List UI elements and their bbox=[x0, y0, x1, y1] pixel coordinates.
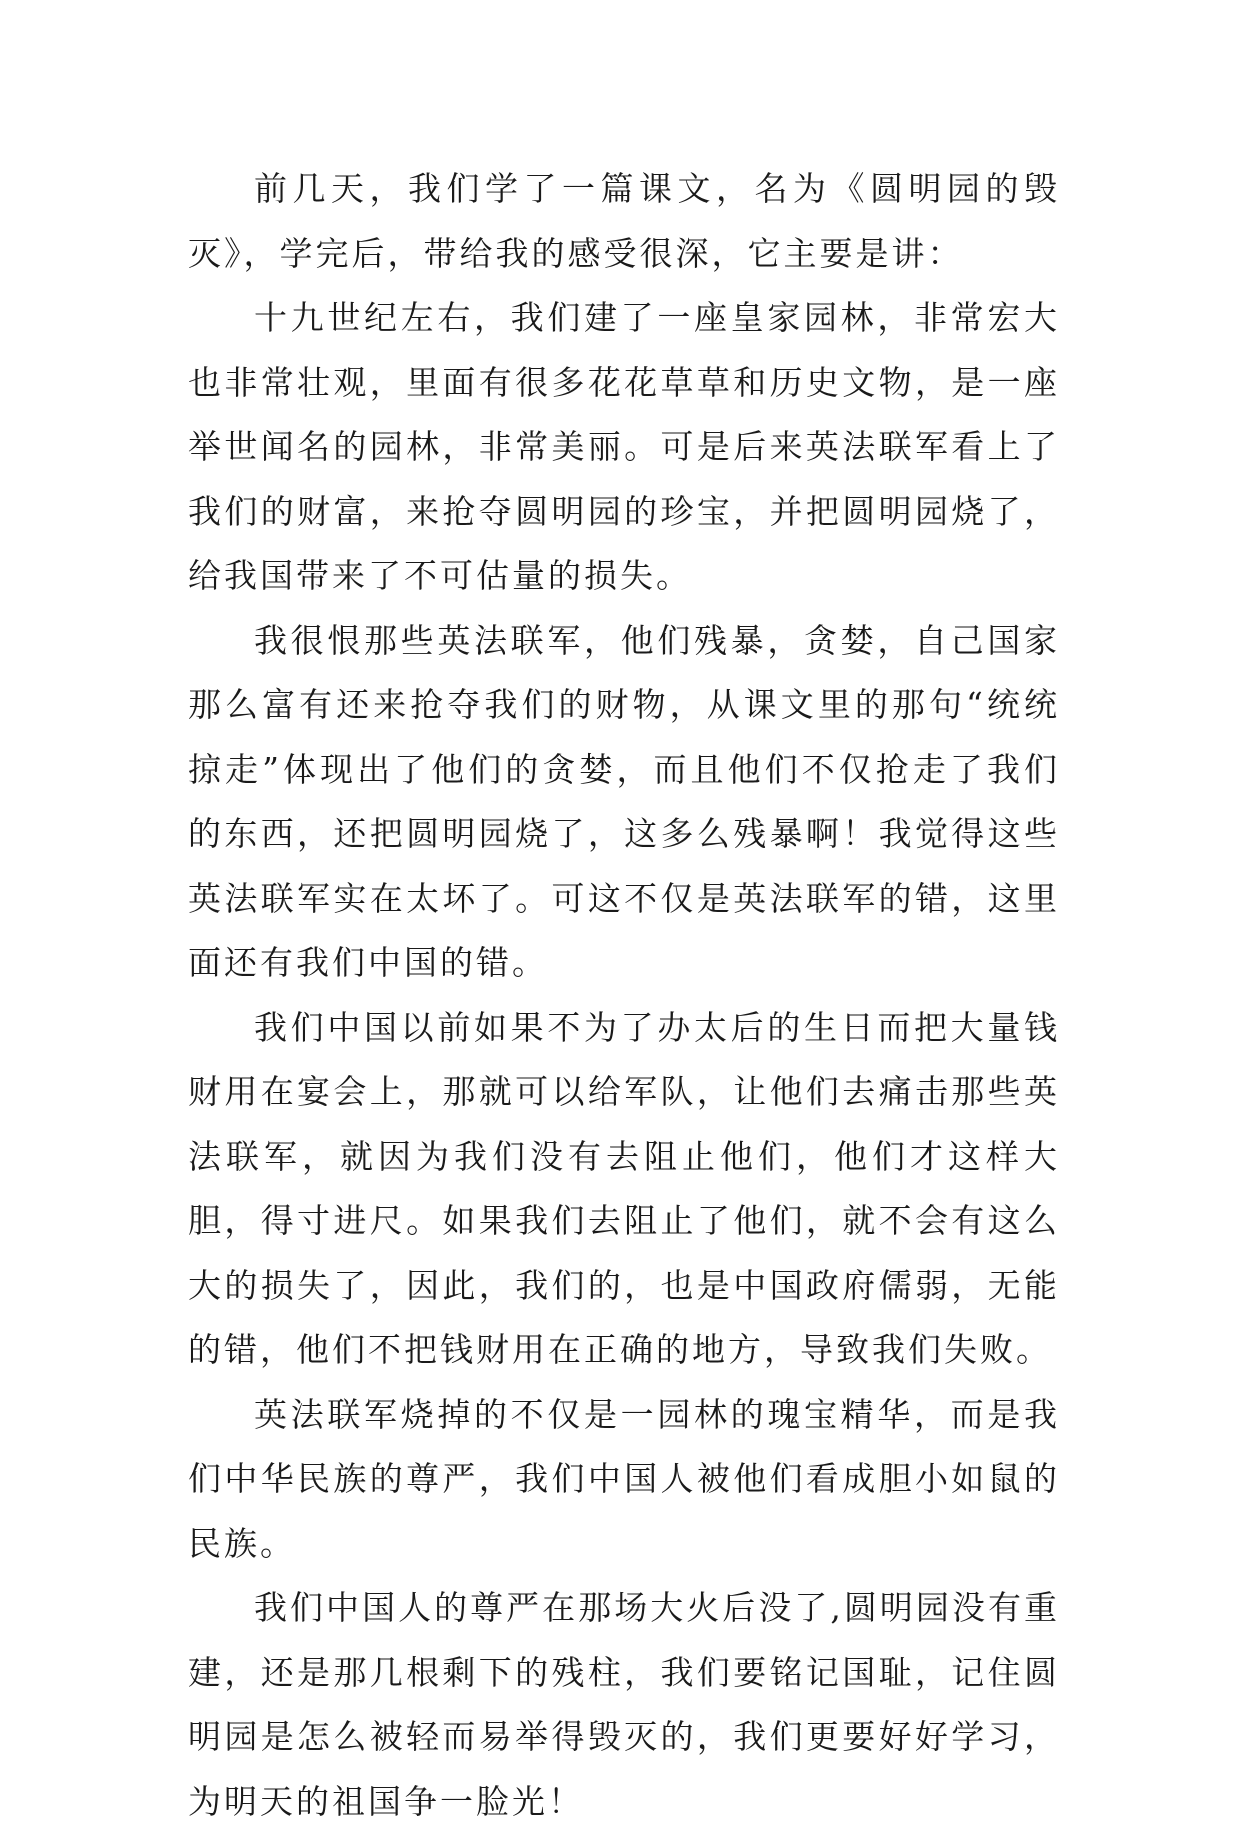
paragraph-6: 我们中国人的尊严在那场大火后没了,圆明园没有重建，还是那几根剩下的残柱，我们要铭记国耻，记住圆明园是怎么被轻而易举得毁灭的，我们更要好好学习，为明天的祖国争一脸光！ bbox=[188, 1588, 1060, 1821]
paragraph-5: 英法联军烧掉的不仅是一园林的瑰宝精华，而是我们中华民族的尊严，我们中国人被他们看成胆小如鼠的民族。 bbox=[188, 1394, 1060, 1563]
paragraph-2: 十九世纪左右，我们建了一座皇家园林，非常宏大也非常壮观，里面有很多花花草草和历史文物，是一座举世闻名的园林，非常美丽。可是后来英法联军看上了我们的财富，来抢夺圆明园的珍宝，并把圆明园烧了，给我国带来了不可估量的损失。 bbox=[188, 298, 1060, 595]
paragraph-4: 我们中国以前如果不为了办太后的生日而把大量钱财用在宴会上，那就可以给军队，让他们去痛击那些英法联军，就因为我们没有去阻止他们，他们才这样大胆，得寸进尺。如果我们去阻止了他们，就不会有这么大的损失了，因此，我们的，也是中国政府儒弱，无能的错，他们不把钱财用在正确的地方，导致我们失败。 bbox=[188, 1007, 1060, 1369]
essay-body bbox=[188, 157, 1060, 1834]
paragraph-3: 我很恨那些英法联军，他们残暴，贪婪，自己国家那么富有还来抢夺我们的财物，从课文里的那句“统统掠走”体现出了他们的贪婪，而且他们不仅抢走了我们的东西，还把圆明园烧了，这多么残暴啊！我觉得这些英法联军实在太坏了。可这不仅是英法联军的错，这里面还有我们中国的错。 bbox=[188, 620, 1060, 982]
paragraph-1: 前几天，我们学了一篇课文，名为《圆明园的毁灭》，学完后，带给我的感受很深，它主要是讲： bbox=[188, 169, 1060, 273]
